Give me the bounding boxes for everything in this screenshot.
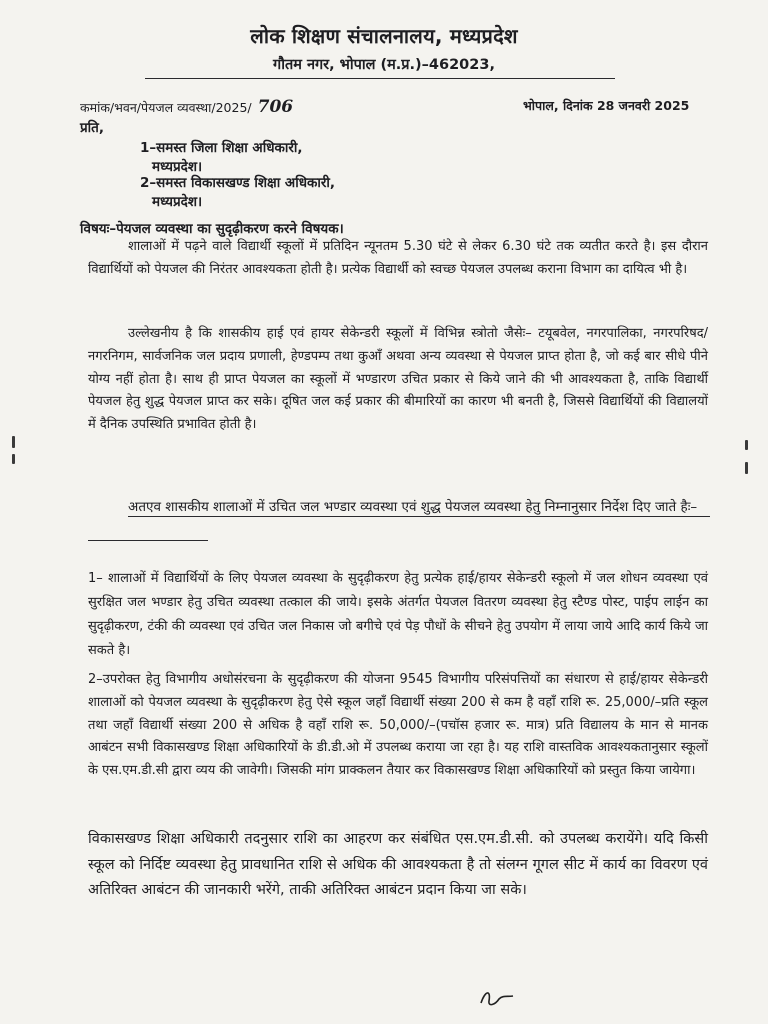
- signature-mark: [477, 983, 517, 1011]
- office-name: लोक शिक्षण संचालनालय, मध्यप्रदेश: [250, 24, 518, 48]
- addressee-2: [140, 174, 335, 212]
- addressee-1: [140, 139, 303, 177]
- directive-underline-1: [128, 516, 710, 517]
- order-number-text: कमांक/भवन/पेयजल व्यवस्था/2025/: [80, 100, 252, 115]
- left-edge-mark-2: [12, 454, 15, 464]
- addressee-2-state: मध्यप्रदेश।: [152, 194, 203, 210]
- addressee-1-state: मध्यप्रदेश।: [152, 159, 203, 175]
- right-edge-mark-2: [745, 462, 748, 474]
- to-label: प्रति,: [80, 120, 105, 136]
- instruction-point-1: 1– शालाओं में विद्यार्थियों के लिए पेयजल व्यवस्था के सुदृढ़ीकरण हेतु प्रत्येक हाई/हायर सेकेन्डरी स्कूलो में जल शोधन व्यवस्था एवं सुरक्षित जल भण्डार हेतु उचित व्यवस्था तत्काल की जाये। इसके अंतर्गत पेयजल वितरण व्यवस्था हेतु स्टैण्ड पोस्ट, पाईप लाईन का सुदृढ़ीकरण, टंकी की व्यवस्था एवं उचित जल निकास जो बगीचे एवं पेड़ पौधों के सीचने हेतु उपयोग में लाया जाये आदि कार्य किये जा सकते है।: [88, 571, 708, 658]
- subject-line: विषयः–पेयजल व्यवस्था का सुदृढ़ीकरण करने विषयक।: [80, 221, 344, 237]
- body-paragraph-1: शालाओं में पढ़ने वाले विद्यार्थी स्कूलों में प्रतिदिन न्यूनतम 5.30 घंटे से लेकर 6.30 घंटे तक व्यतीत करते है। इस दौरान विद्यार्थियों को पेयजल की निरंतर आवश्यकता होती है। प्रत्येक विद्यार्थी को स्वच्छ पेयजल उपलब्ध कराना विभाग का दायित्व भी है।: [88, 239, 708, 277]
- right-edge-mark-1: [745, 440, 748, 450]
- office-address: गौतम नगर, भोपाल (म.प्र.)–462023,: [273, 57, 495, 73]
- addressee-1-title: 1–समस्त जिला शिक्षा अधिकारी,: [140, 140, 303, 156]
- body-paragraph-2: उल्लेखनीय है कि शासकीय हाई एवं हायर सेकेन्डरी स्कूलों में विभिन्न स्त्रोतो जैसेः– टयूबवेल, नगरपालिका, नगरपरिषद/नगरनिगम, सार्वजनिक जल प्रदाय प्रणाली, हेण्डपम्प तथा कुआँ अथवा अन्य व्यवस्था से पेयजल प्राप्त होता है, जो कई बार सीधे पीने योग्य नहीं होता है। साथ ही प्राप्त पेयजल का स्कूलों में भण्डारण उचित प्रकार से किये जाने की भी आवश्यकता है, ताकि विद्यार्थी पेयजल हेतु शुद्ध पेयजल प्राप्त कर सके। दूषित जल कई प्रकार की बीमारियों का कारण भी बनती है, जिससे विद्यार्थियों की विद्यालयों में दैनिक उपस्थिति प्रभावित होती है।: [88, 326, 708, 433]
- place-date: भोपाल, दिनांक 28 जनवरी 2025: [523, 98, 690, 113]
- order-number: [80, 97, 293, 117]
- instruction-point-2-continued: विकासखण्ड शिक्षा अधिकारी तदनुसार राशि का आहरण कर संबंधित एस.एम.डी.सी. को उपलब्ध करायेंगे। यदि किसी स्कूल को निर्दिष्ट व्यवस्था हेतु प्रावधानित राशि से अधिक की आवश्यकता है तो संलग्न गूगल सीट में कार्य का विवरण एवं अतिरिक्त आबंटन की जानकारी भरेंगे, ताकी अतिरिक्त आबंटन प्रदान किया जा सके।: [88, 831, 708, 898]
- directive-underline-2: [88, 540, 208, 541]
- instruction-point-2: 2–उपरोक्त हेतु विभागीय अधोसंरचना के सुदृढ़ीकरण की योजना 9545 विभागीय परिसंपत्तियों का संधारण से हाई/हायर सेकेन्डरी शालाओं को पेयजल व्यवस्था के सुदृढ़ीकरण हेतु ऐसे स्कूल जहाँ विद्यार्थी संख्या 200 से कम है वहाँ राशि रू. 25,000/–प्रति स्कूल तथा जहाँ विद्यार्थी संख्या 200 से अधिक है वहाँ राशि रू. 50,000/–(पचॉस हजार रू. मात्र) प्रति विद्यालय के मान से मानक आबंटन सभी विकासखण्ड शिक्षा अधिकारियों के डी.डी.ओ में उपलब्ध कराया जा रहा है। यह राशि वास्तविक आवश्यकतानुसार स्कूलों के एस.एम.डी.सी द्वारा व्यय की जावेगी। जिसकी मांग प्राक्कलन तैयार कर विकासखण्ड शिक्षा अधिकारियों को प्रस्तुत किया जायेगा।: [88, 672, 708, 779]
- directive-heading: अतएव शासकीय शालाओं में उचित जल भण्डार व्यवस्था एवं शुद्ध पेयजल व्यवस्था हेतु निम्नानुसार निर्देश दिए जाते हैः–: [128, 499, 698, 515]
- handwritten-order-number: 706: [257, 97, 294, 117]
- header-divider: [145, 78, 615, 79]
- left-edge-mark-1: [12, 436, 15, 448]
- addressee-2-title: 2–समस्त विकासखण्ड शिक्षा अधिकारी,: [140, 175, 336, 191]
